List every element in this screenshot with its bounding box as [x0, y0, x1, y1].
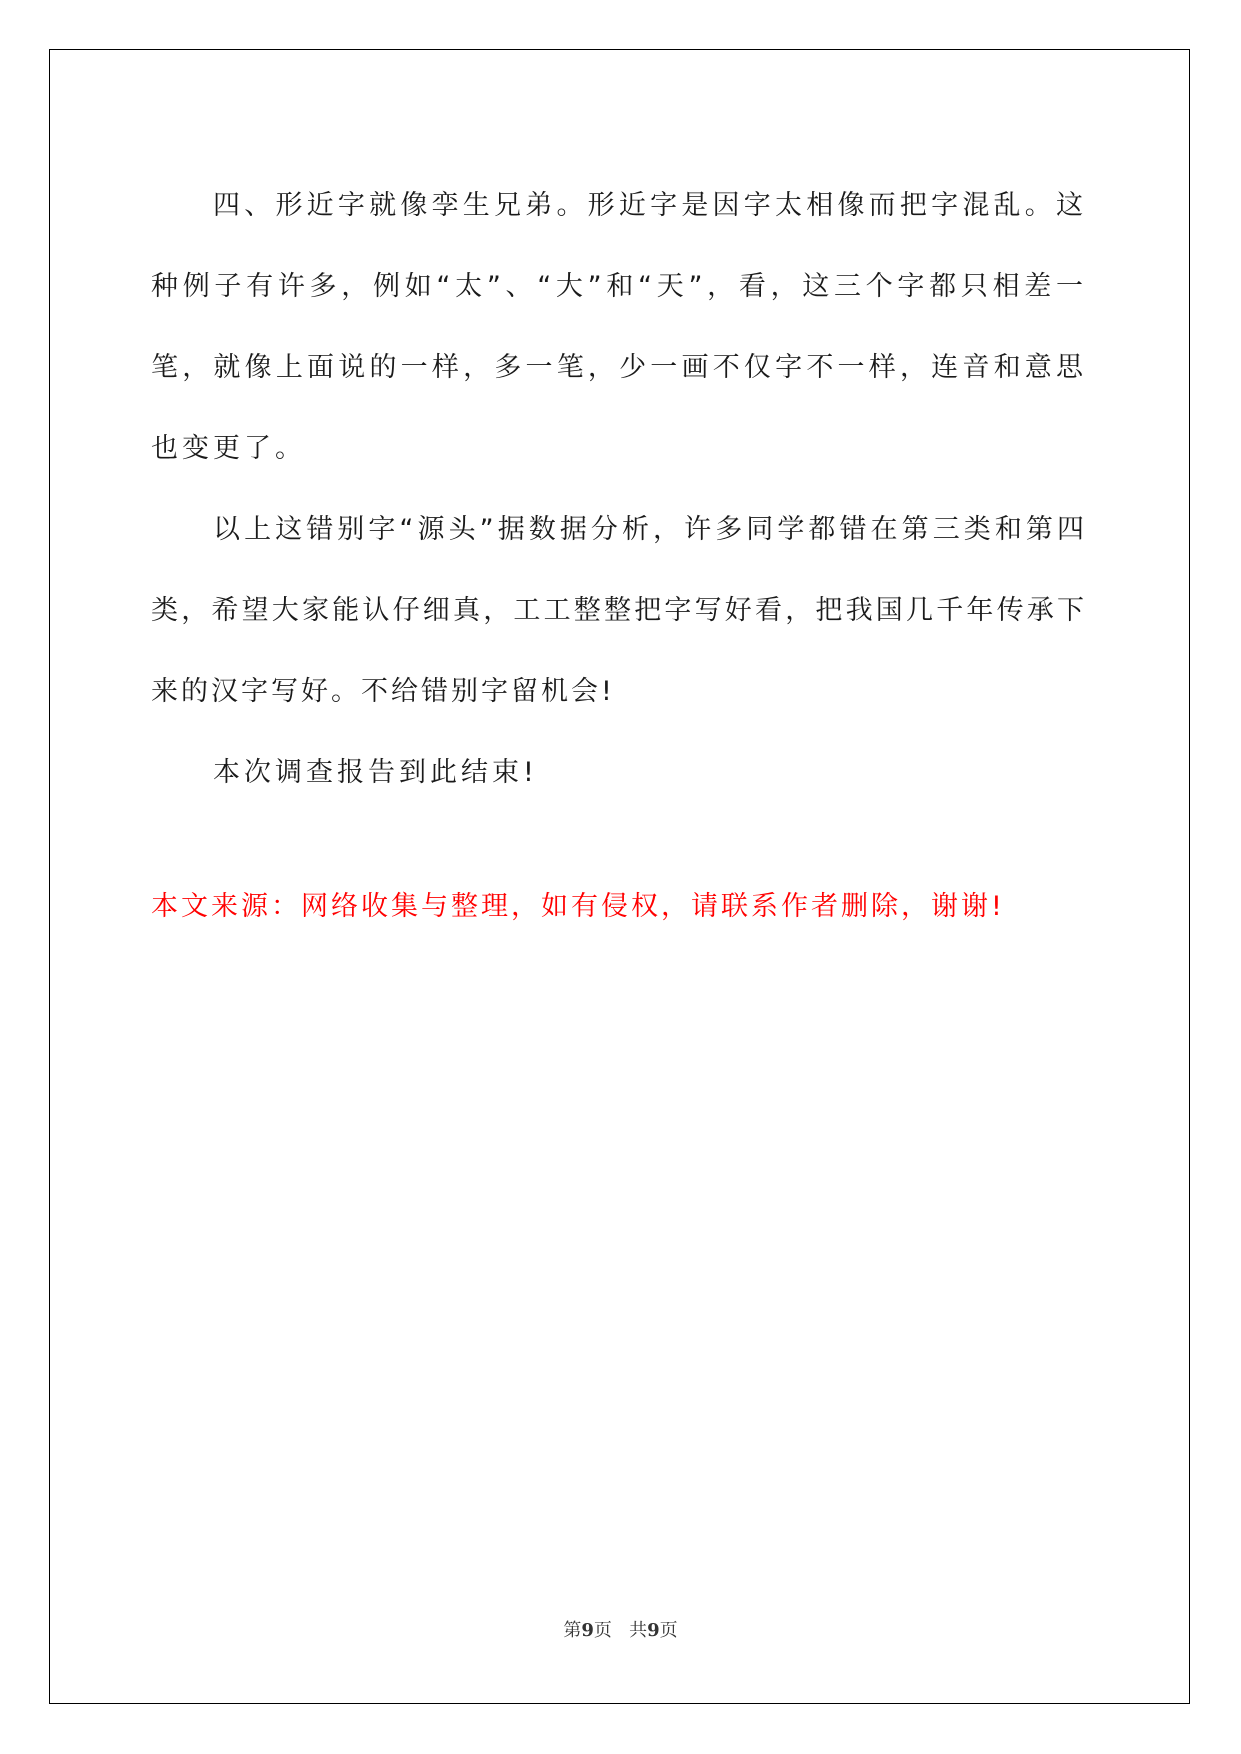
footer-total-pages: 9	[647, 1620, 660, 1641]
footer-total-unit: 页	[659, 1620, 678, 1641]
footer-page-unit: 页	[593, 1620, 612, 1641]
paragraph-similar-characters: 四、形近字就像孪生兄弟。形近字是因字太相像而把字混乱。这种例子有许多，例如“太”、“大”和“天”，看，这三个字都只相差一笔，就像上面说的一样，多一笔，少一画不仅字不一样，连音和意思也变更了。	[151, 190, 1087, 464]
document-body	[151, 165, 1087, 813]
footer-page-prefix: 第	[563, 1620, 582, 1641]
footer-total-prefix: 共	[629, 1620, 648, 1641]
source-disclaimer: 本文来源：网络收集与整理，如有侵权，请联系作者删除，谢谢!	[151, 891, 1005, 922]
page-footer	[0, 1616, 1241, 1642]
paragraph-analysis-summary: 以上这错别字“源头”据数据分析，许多同学都错在第三类和第四类，希望大家能认仔细真，工工整整把字写好看，把我国几千年传承下来的汉字写好。不给错别字留机会!	[151, 514, 1087, 707]
footer-current-page: 9	[581, 1620, 594, 1641]
paragraph-conclusion: 本次调查报告到此结束!	[213, 757, 538, 788]
